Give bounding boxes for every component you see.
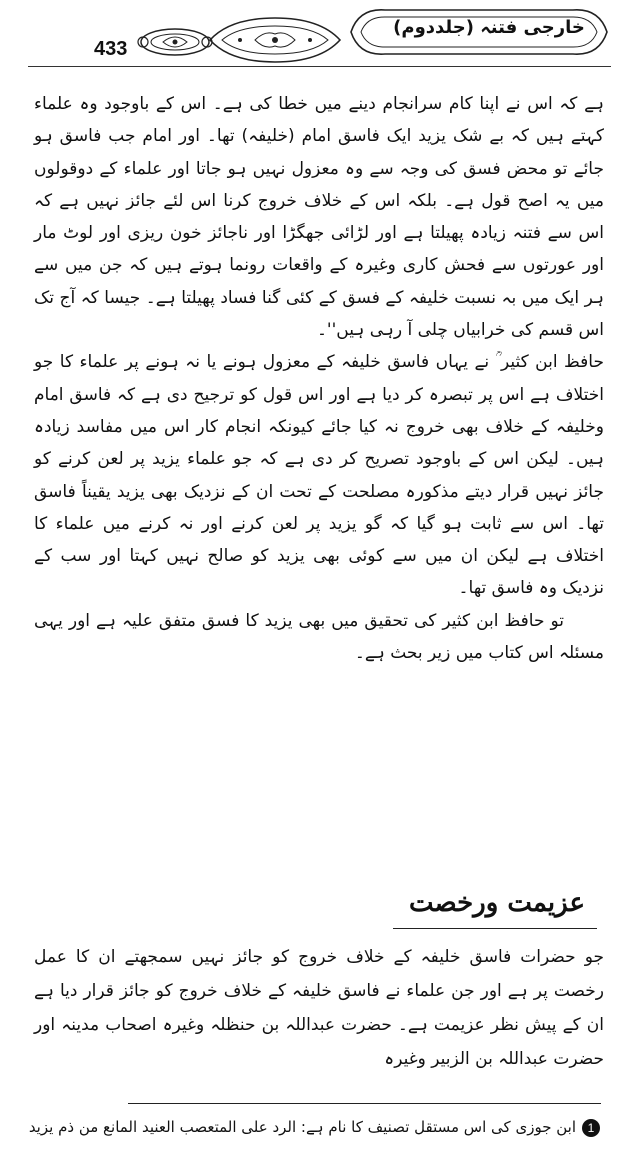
body-text bbox=[34, 88, 604, 669]
footnote-divider bbox=[128, 1103, 601, 1104]
section-paragraph: جو حضرات فاسق خلیفہ کے خلاف خروج کو جائز نہیں سمجھتے ان کا عمل رخصت پر ہے اور جن علماء نے فاسق خلیفہ کے خلاف خروج کو جائز قرار دیا ہے ان کے پیش نظر عزیمت ہے۔ حضرت عبداللہ بن حنظلہ وغیرہ اصحاب مدینہ اور حضرت عبداللہ بن الزبیر وغیرہ bbox=[34, 947, 604, 1069]
page-header bbox=[0, 0, 633, 70]
header-divider bbox=[28, 66, 611, 67]
quote-paragraph: ہے کہ اس نے اپنا کام سرانجام دینے میں خطا کی ہے۔ اس کے باوجود وہ علماء کہتے ہیں کہ بے شک یزید ایک فاسق امام (خلیفہ) تھا۔ اور امام جب فاسق ہو جائے تو محض فسق کی وجہ سے وہ معزول نہیں ہو جاتا اور علماء کے دوقولوں میں یہ اصح قول ہے۔ بلکہ اس کے خلاف خروج کرنا اس لئے جائز نہیں ہے کہ اس سے فتنہ زیادہ پھیلتا ہے اور لڑائی جھگڑا اور ناجائز خون ریزی اور لوٹ مار اور عورتوں سے فحش کاری وغیرہ کے واقعات رونما ہوتے ہیں کہ جن میں سے ہر ایک میں بہ نسبت خلیفہ کے فسق کے کئی گنا فساد پھیلتا ہے۔ جیسا کہ آج تک اس قسم کی خرابیاں چلی آ رہی ہیں''۔ bbox=[34, 94, 604, 341]
footnote-text: ابن جوزی کی اس مستقل تصنیف کا نام ہے: الرد علی المتعصب العنید المانع من ذم یزید bbox=[28, 1118, 576, 1136]
section-heading: عزیمت ورخصت bbox=[409, 888, 585, 918]
section-heading-underline bbox=[393, 928, 597, 929]
footnote-marker: 1 bbox=[582, 1119, 600, 1137]
running-title: خارجی فتنہ (جلددوم) bbox=[393, 17, 585, 38]
paragraph-conclusion: تو حافظ ابن کثیر کی تحقیق میں بھی یزید کا فسق متفق علیہ ہے اور یہی مسئلہ اس کتاب میں زیر بحث ہے۔ bbox=[34, 610, 604, 664]
paragraph-ibn-kathir: حافظ ابن کثیر ؒ نے یہاں فاسق خلیفہ کے معزول ہونے یا نہ ہونے پر علماء کا جو اختلاف ہے اس پر تبصرہ کر دیا ہے اور اس قول کو ترجیح دی ہے کہ فاسق امام وخلیفہ کے خلاف بھی خروج نہ کیا جائے کیونکہ انجام کار اس میں مفاسد زیادہ ہیں۔ لیکن اس کے باوجود تصریح کر دی ہے کہ جو علماء یزید پر لعن کرنے کو جائز نہیں قرار دیتے مذکورہ مصلحت کے تحت ان کے نزدیک بھی یزید یقیناً فاسق تھا۔ اس سے ثابت ہو گیا کہ گو یزید پر لعن کرنے اور نہ کرنے میں علماء کا اختلاف ہے لیکن ان میں سے کوئی بھی یزید کو صالح نہیں کہتا اور سب کے نزدیک وہ فاسق تھا۔ bbox=[34, 352, 605, 599]
page-number: 433 bbox=[94, 38, 128, 60]
footnote bbox=[14, 1112, 600, 1142]
ornament-center-icon bbox=[200, 12, 350, 68]
